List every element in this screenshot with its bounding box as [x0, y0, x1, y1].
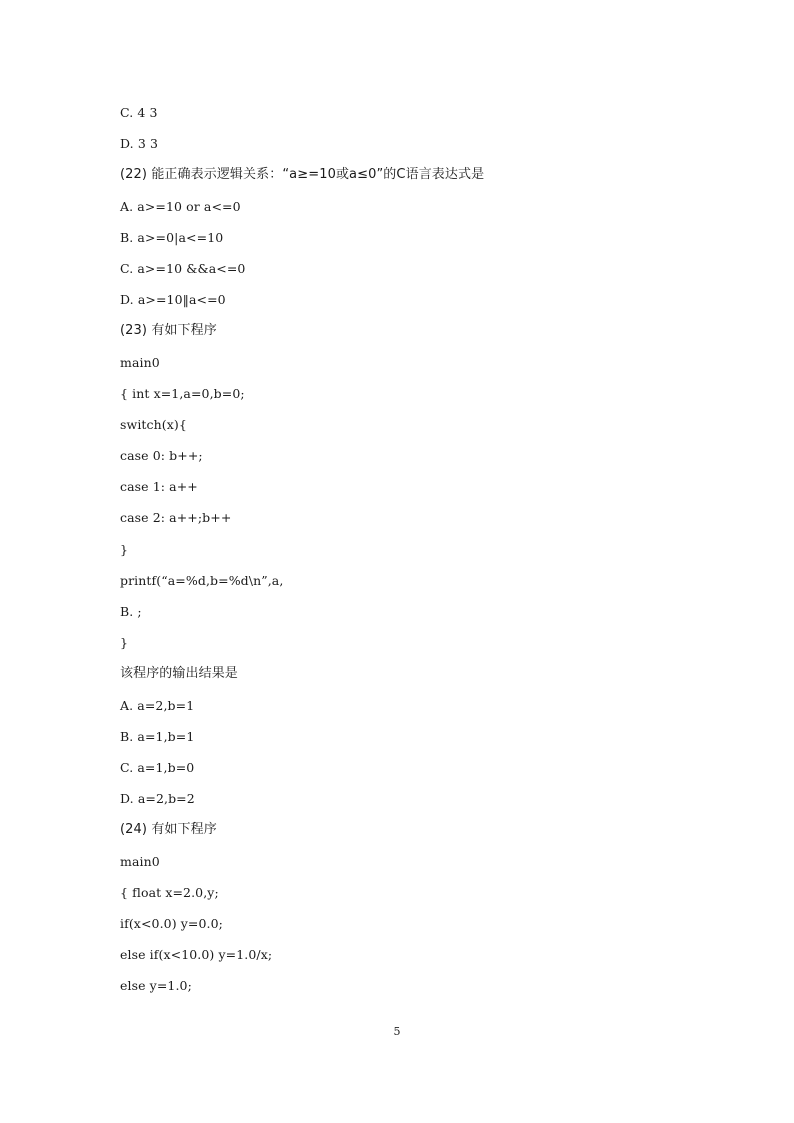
- code-line: case 1: a++: [120, 479, 198, 495]
- code-line: switch(x){: [120, 416, 187, 432]
- question-22: (22) 能正确表示逻辑关系：“a≥=10或a≤0”的C语言表达式是: [120, 167, 485, 183]
- option-b-q22: B. a>=0|a<=10: [120, 229, 224, 245]
- question-23: (23) 有如下程序: [120, 323, 217, 339]
- page-number: 5: [393, 1025, 401, 1038]
- code-line: main0: [120, 354, 160, 370]
- option-a-q22: A. a>=10 or a<=0: [120, 198, 241, 214]
- option-c-q23: C. a=1,b=0: [120, 759, 195, 775]
- code-line: { int x=1,a=0,b=0;: [120, 385, 245, 401]
- code-line: else if(x<10.0) y=1.0/x;: [120, 947, 273, 963]
- question-24: (24) 有如下程序: [120, 822, 217, 838]
- option-d-q22: D. a>=10‖a<=0: [120, 292, 226, 308]
- code-line: else y=1.0;: [120, 978, 192, 994]
- code-line: case 2: a++;b++: [120, 510, 232, 526]
- code-line: case 0: b++;: [120, 448, 203, 464]
- code-line: main0: [120, 853, 160, 869]
- option-b-q23: B. a=1,b=1: [120, 728, 195, 744]
- page-content: [120, 103, 720, 1007]
- code-line: { float x=2.0,y;: [120, 884, 219, 900]
- option-d-q21: D. 3 3: [120, 136, 159, 152]
- code-line: if(x<0.0) y=0.0;: [120, 915, 223, 931]
- code-line: B. ;: [120, 604, 142, 619]
- code-line: printf(“a=%d,b=%d\n”,a,: [120, 572, 284, 588]
- question-23-prompt: 该程序的输出结果是: [120, 666, 238, 682]
- option-c-q22: C. a>=10 &&a<=0: [120, 260, 246, 276]
- option-c-q21: C. 4 3: [120, 105, 158, 120]
- option-a-q23: A. a=2,b=1: [120, 697, 195, 713]
- option-d-q23: D. a=2,b=2: [120, 791, 195, 807]
- code-line: }: [120, 541, 129, 557]
- code-line: }: [120, 635, 129, 651]
